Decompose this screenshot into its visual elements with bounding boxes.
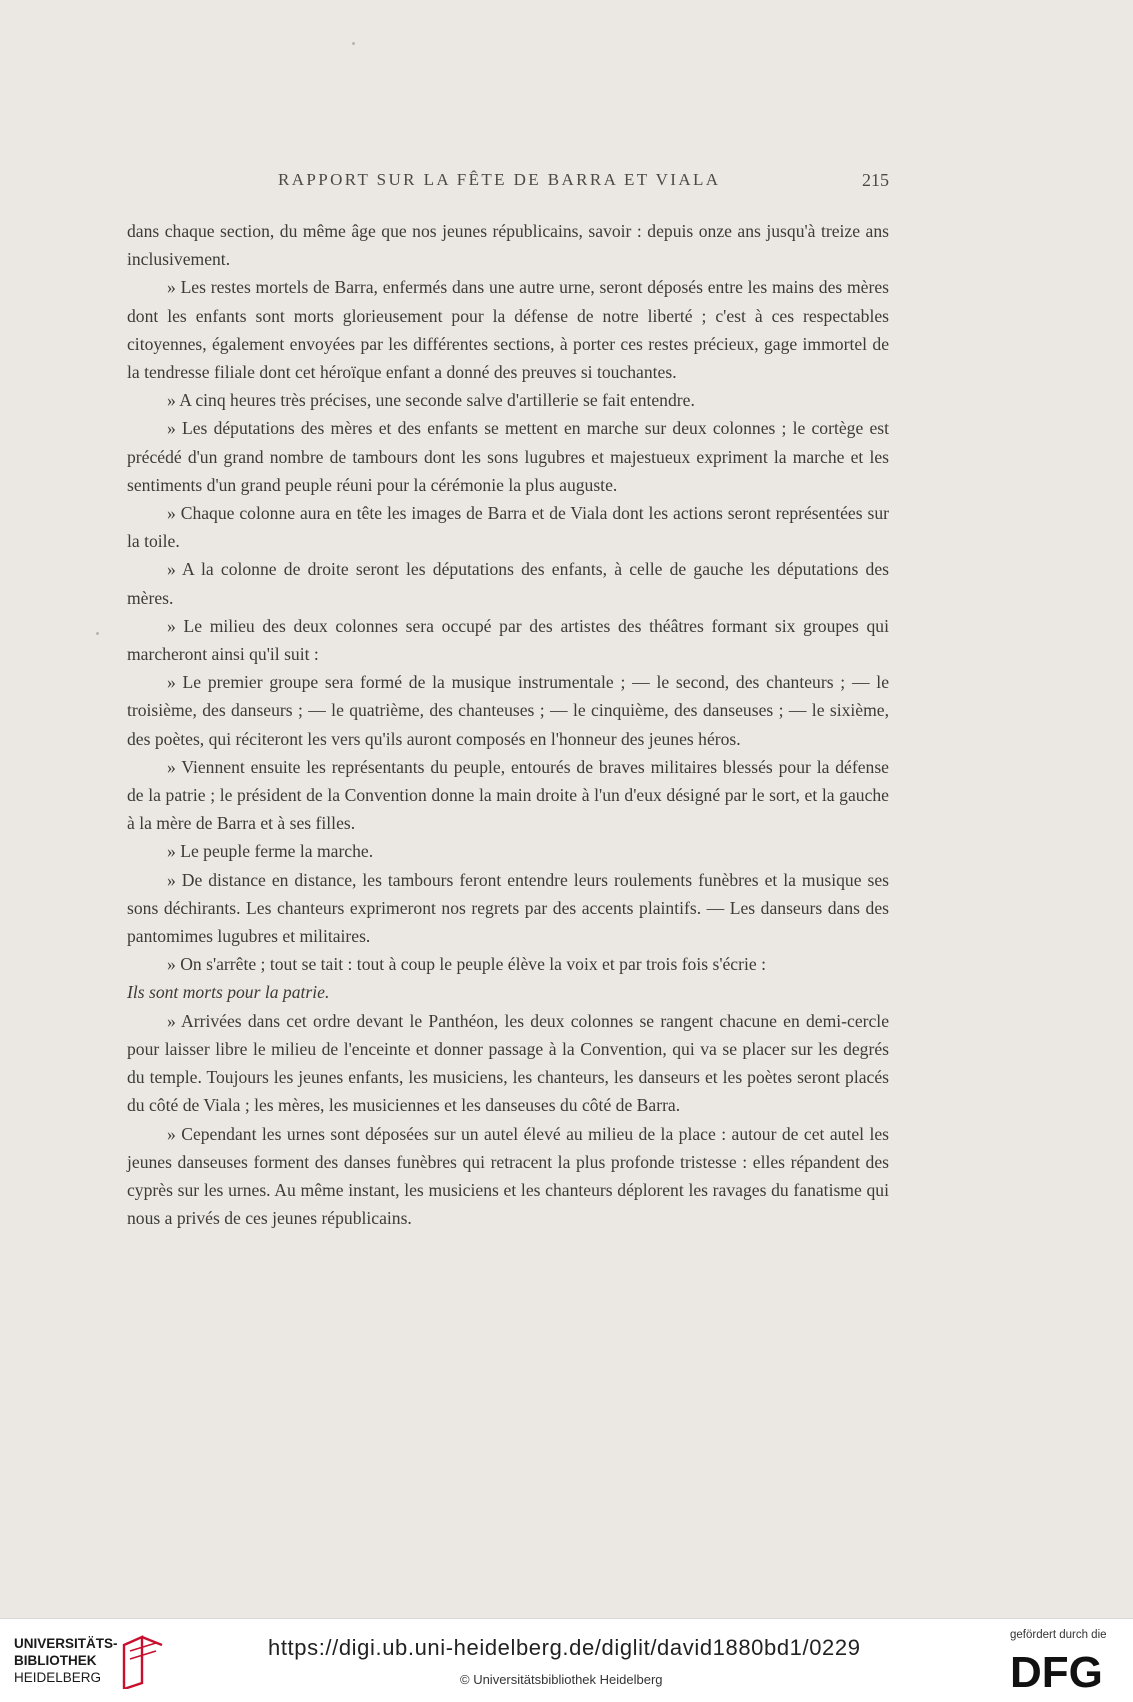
dfg-logo-icon (1008, 1647, 1116, 1691)
dfg-logo-text: DFG (1010, 1648, 1103, 1691)
paragraph: » De distance en distance, les tambours feront entendre leurs roulements funèbres et la musique ses sons déchirants. Les chanteurs exprimeront nos regrets par des accents plaintifs. — Les danseurs dans des pantomimes lugubres et militaires. (127, 869, 889, 947)
running-head (126, 170, 889, 194)
viewer-footer (0, 1618, 1133, 1702)
paragraph: » Le premier groupe sera formé de la musique instrumentale ; — le second, des chanteurs ; — le troisième, des danseurs ; — le quatrième, des chanteuses ; — le cinquième, des danseuses ; — le sixième, des poètes, qui réciteront les vers qu'ils auront composés en l'honneur des jeunes héros. (127, 672, 889, 749)
paragraph: » Chaque colonne aura en tête les images de Barra et de Viala dont les actions seront représentées sur la toile. (127, 503, 889, 552)
paragraph: » A cinq heures très précises, une seconde salve d'artillerie se fait entendre. (167, 390, 695, 411)
paragraph: » Arrivées dans cet ordre devant le Panthéon, les deux colonnes se rangent chacune en demi-cercle pour laisser libre le milieu de l'enceinte et donner passage à la Convention, qui va se placer sur les degrés du temple. Toujours les jeunes enfants, les musiciens, les chanteurs, les danseurs et les poètes seront placés du côté de Viala ; les mères, les musiciennes et les danseuses du côté de Barra. (127, 1010, 889, 1116)
library-emblem-icon (116, 1635, 168, 1689)
body-text (127, 217, 889, 1232)
library-name-line: HEIDELBERG (14, 1670, 102, 1685)
paper-speck (352, 42, 355, 45)
running-title: RAPPORT SUR LA FÊTE DE BARRA ET VIALA (278, 170, 721, 189)
funding-caption: gefördert durch die (1010, 1629, 1107, 1641)
permalink[interactable]: https://digi.ub.uni-heidelberg.de/diglit/david1880bd1/0229 (268, 1635, 861, 1660)
italic-text: Ils sont morts pour la patrie. (127, 982, 330, 1003)
paragraph: » Viennent ensuite les représentants du peuple, entourés de braves militaires blessés pour la défense de la patrie ; le président de la Convention donne la main droite à l'un d'eux désigné par le sort, et la gauche à la mère de Barra et à ses filles. (127, 756, 889, 834)
library-name-line: UNIVERSITÄTS- (14, 1636, 118, 1651)
page-number: 215 (862, 170, 889, 190)
paragraph: » Cependant les urnes sont déposées sur un autel élevé au milieu de la place : autour de cet autel les jeunes danseuses forment des danses funèbres qui retracent la plus profonde tristesse : elles répandent des cyprès sur les urnes. Au même instant, les musiciens et les chanteurs déplorent les ravages du fanatisme qui nous a privés de ces jeunes républicains. (127, 1123, 889, 1229)
italic-exclamation (127, 978, 889, 1006)
paragraph: dans chaque section, du même âge que nos jeunes républicains, savoir : depuis onze ans jusqu'à treize ans inclusivement. (127, 221, 889, 270)
paragraph: » Les restes mortels de Barra, enfermés dans une autre urne, seront déposés entre les mains des mères dont les enfants sont morts glorieusement pour la défense de notre liberté ; c'est à ces respectables citoyennes, également envoyées par les différentes sections, à porter ces restes précieux, gage immortel de la tendresse filiale dont cet héroïque enfant a donné des preuves si touchantes. (127, 277, 889, 383)
library-logo[interactable] (14, 1635, 164, 1689)
dfg-funding-badge[interactable] (1004, 1629, 1124, 1695)
paragraph: » A la colonne de droite seront les députations des enfants, à celle de gauche les députations des mères. (127, 559, 889, 608)
paper-speck (96, 632, 99, 635)
paragraph: » Le milieu des deux colonnes sera occupé par des artistes des théâtres formant six groupes qui marcheront ainsi qu'il suit : (127, 615, 889, 665)
library-name-line: BIBLIOTHEK (14, 1653, 97, 1668)
paragraph: » Les députations des mères et des enfants se mettent en marche sur deux colonnes ; le cortège est précédé d'un grand nombre de tambours dont les sons lugubres et majestueux expriment la marche et les sentiments d'un grand peuple réuni pour la cérémonie la plus auguste. (127, 418, 889, 495)
copyright-notice: © Universitätsbibliothek Heidelberg (460, 1672, 663, 1687)
paragraph: » On s'arrête ; tout se tait : tout à coup le peuple élève la voix et par trois fois s'écrie : (167, 954, 766, 975)
paragraph: » Le peuple ferme la marche. (167, 841, 374, 862)
